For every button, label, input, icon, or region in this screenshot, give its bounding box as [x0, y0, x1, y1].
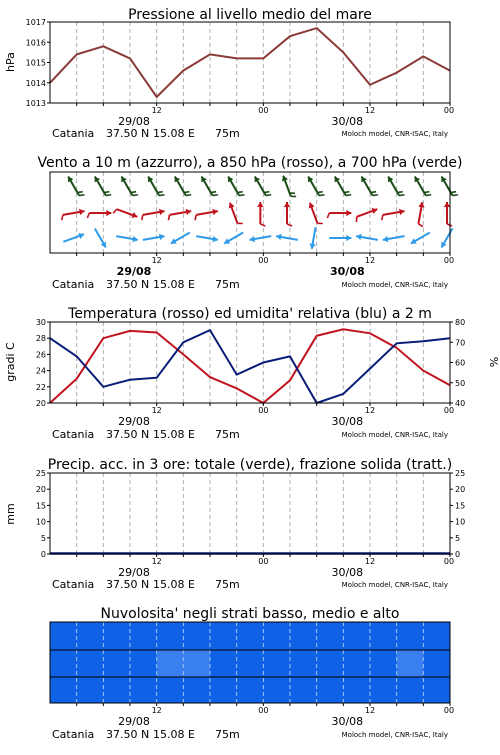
precipitation-location-line: [52, 578, 448, 591]
pressure-y-ticks: [26, 18, 50, 108]
cloud-cell: [103, 677, 130, 703]
y-tick-label: 5: [41, 534, 46, 543]
wind-850-barb: [229, 203, 243, 224]
date-label: 29/08: [118, 115, 150, 128]
x-tick-label: 12: [152, 406, 162, 415]
barb-feather: [317, 192, 322, 193]
barb-feather: [186, 195, 191, 196]
location-lon: 15.08 E: [153, 578, 195, 591]
cloud-x-ticks: [77, 703, 454, 728]
precipitation-y2-ticks: [450, 469, 465, 559]
barb-feather: [79, 195, 84, 196]
cloud-cell: [103, 650, 130, 677]
cloud-cell: [157, 650, 184, 677]
cloud-cell: [183, 677, 210, 703]
cloud-cell: [370, 650, 397, 677]
barb-feather: [104, 192, 109, 193]
barb-feather: [426, 195, 431, 196]
x-tick-label: 00: [258, 106, 268, 115]
x-tick-label: 12: [152, 557, 162, 566]
temperature-x-ticks: [77, 403, 454, 428]
wind-10m-barb: [143, 234, 165, 240]
wind-850-barb: [284, 202, 292, 226]
barb-feather: [397, 192, 402, 193]
cloud-cell: [423, 677, 450, 703]
location-elevation: 75m: [215, 578, 240, 591]
cloud-cell: [210, 677, 237, 703]
y-tick-label: 0: [455, 550, 460, 559]
temperature-panel: [4, 306, 500, 441]
barb-feather: [168, 215, 169, 220]
date-label: 29/08: [118, 715, 150, 728]
barb-feather: [237, 192, 242, 193]
cloud-cell: [263, 650, 290, 677]
model-credit: Moloch model, CNR-ISAC, Italy: [342, 431, 448, 439]
cloud-cell: [130, 677, 157, 703]
barb-feather: [260, 224, 265, 226]
wind-850-barb: [113, 209, 137, 218]
temperature-ylabel: gradi C: [4, 342, 17, 382]
cloud-cell: [343, 677, 370, 703]
date-label: 29/08: [117, 265, 152, 278]
x-tick-label: 00: [258, 706, 268, 715]
pressure-frame: [50, 22, 450, 103]
x-tick-label: 00: [444, 106, 454, 115]
cloud-cell: [130, 650, 157, 677]
y-tick-label: 50: [455, 379, 465, 388]
y-tick-label: 28: [36, 334, 46, 343]
pressure-panel: [4, 7, 454, 140]
pressure-x-ticks: [77, 103, 454, 128]
cloud-cell: [103, 622, 130, 650]
x-tick-label: 00: [258, 256, 268, 265]
x-tick-label: 00: [444, 706, 454, 715]
cloud-cell: [50, 677, 77, 703]
barb-feather: [77, 192, 82, 193]
location-name: Catania: [52, 127, 94, 140]
cloud-cell: [343, 650, 370, 677]
wind-panel: [37, 155, 462, 291]
wind-10m-barb: [196, 236, 218, 242]
cloud-cell: [317, 622, 344, 650]
precipitation-panel: [4, 457, 465, 591]
cloud-cell: [397, 677, 424, 703]
wind-850-barb: [309, 203, 323, 224]
cloud-title: Nuvolosita' negli strati basso, medio e alto: [101, 606, 400, 622]
barb-head: [106, 210, 111, 216]
wind-10m-barb: [411, 233, 430, 244]
y-tick-label: 25: [36, 469, 46, 478]
wind-10m-barb: [224, 233, 243, 244]
wind-850-barb: [195, 209, 218, 220]
precipitation-ylabel: mm: [4, 503, 17, 524]
cloud-cell: [183, 622, 210, 650]
location-lat: 37.50 N: [106, 728, 149, 741]
x-tick-label: 12: [365, 406, 375, 415]
cloud-cell: [237, 650, 264, 677]
barb-feather: [451, 192, 456, 193]
wind-850-barb: [444, 202, 452, 226]
x-tick-label: 00: [258, 557, 268, 566]
wind-850-barb: [87, 210, 111, 218]
wind-10m-barb: [356, 234, 378, 240]
x-tick-label: 12: [365, 106, 375, 115]
y-tick-label: 30: [36, 318, 46, 327]
location-lon: 15.08 E: [153, 278, 195, 291]
wind-850-barb: [257, 202, 265, 226]
wind-10m-barb: [441, 228, 452, 247]
wind-700-barb: [282, 176, 296, 197]
barb-feather: [319, 195, 324, 196]
temperature-line: [50, 329, 450, 403]
location-lon: 15.08 E: [153, 428, 195, 441]
temperature-y-ticks: [36, 318, 50, 408]
model-credit: Moloch model, CNR-ISAC, Italy: [342, 130, 448, 138]
cloud-cell: [77, 650, 104, 677]
wind-10m-barb: [116, 236, 138, 242]
cloud-cell: [317, 650, 344, 677]
wind-10m-barb: [329, 235, 351, 241]
x-tick-label: 12: [365, 256, 375, 265]
pressure-ylabel: hPa: [4, 52, 17, 72]
wind-850-barb: [142, 209, 165, 220]
cloud-cell: [77, 677, 104, 703]
location-elevation: 75m: [215, 428, 240, 441]
date-label: 29/08: [118, 415, 150, 428]
wind-850-barb: [382, 209, 405, 220]
barb-feather: [266, 195, 271, 196]
pressure-grid: [77, 22, 424, 103]
x-tick-label: 12: [365, 706, 375, 715]
barb-feather: [131, 192, 136, 193]
y-tick-label: 70: [455, 338, 465, 347]
cloud-cell: [290, 650, 317, 677]
barb-feather: [184, 192, 189, 193]
x-tick-label: 12: [152, 706, 162, 715]
model-credit: Moloch model, CNR-ISAC, Italy: [342, 281, 448, 289]
location-lat: 37.50 N: [106, 578, 149, 591]
wind-barbs: [62, 176, 458, 249]
cloud-cell: [183, 650, 210, 677]
y-tick-label: 15: [455, 501, 465, 510]
wind-10m-barb: [276, 234, 298, 240]
y-tick-label: 40: [455, 399, 465, 408]
location-elevation: 75m: [215, 278, 240, 291]
location-elevation: 75m: [215, 728, 240, 741]
x-tick-label: 00: [444, 557, 454, 566]
x-tick-label: 12: [152, 256, 162, 265]
y-tick-label: 1015: [26, 59, 46, 68]
precipitation-grid: [77, 473, 424, 554]
x-tick-label: 12: [152, 106, 162, 115]
cloud-cell: [290, 677, 317, 703]
barb-feather: [133, 195, 138, 196]
wind-850-barb: [168, 209, 191, 220]
y-tick-label: 22: [36, 383, 46, 392]
wind-location-line: [52, 278, 448, 291]
cloud-cell: [290, 622, 317, 650]
x-tick-label: 00: [444, 406, 454, 415]
cloud-cell: [343, 622, 370, 650]
y-tick-label: 0: [41, 550, 46, 559]
barb-feather: [453, 195, 458, 196]
barb-feather: [373, 195, 378, 196]
cloud-cell: [237, 622, 264, 650]
barb-feather: [287, 224, 292, 226]
x-tick-label: 12: [365, 557, 375, 566]
barb-feather: [424, 192, 429, 193]
barb-feather: [327, 213, 329, 218]
y-tick-label: 20: [455, 485, 465, 494]
location-lat: 37.50 N: [106, 127, 149, 140]
cloud-cells: [50, 622, 451, 703]
barb-feather: [213, 195, 218, 196]
pressure-location-line: [52, 127, 448, 140]
barb-feather: [87, 213, 89, 218]
temperature-location-line: [52, 428, 448, 441]
cloud-cell: [130, 622, 157, 650]
barb-feather: [382, 215, 383, 220]
humidity-line: [50, 330, 450, 403]
date-label: 30/08: [331, 115, 363, 128]
cloud-cell: [317, 677, 344, 703]
y-tick-label: 1013: [26, 99, 46, 108]
barb-feather: [159, 195, 164, 196]
cloud-cell: [157, 677, 184, 703]
barb-feather: [211, 192, 216, 193]
cloud-panel: [50, 606, 454, 741]
precipitation-x-ticks: [77, 554, 454, 579]
cloud-cell: [237, 677, 264, 703]
barb-feather: [195, 215, 196, 220]
wind-10m-barb: [383, 236, 405, 242]
pressure-title: Pressione al livello medio del mare: [128, 7, 372, 23]
date-label: 30/08: [330, 265, 365, 278]
wind-10m-barb: [250, 236, 272, 242]
pressure-series: [50, 28, 450, 97]
precipitation-frame: [50, 473, 450, 554]
barb-head: [257, 202, 263, 207]
model-credit: Moloch model, CNR-ISAC, Italy: [342, 581, 448, 589]
x-tick-label: 00: [444, 256, 454, 265]
barb-feather: [264, 192, 269, 193]
y-tick-label: 1016: [26, 38, 46, 47]
wind-grid: [77, 172, 424, 253]
barb-head: [284, 202, 290, 207]
cloud-cell: [210, 622, 237, 650]
barb-feather: [157, 192, 162, 193]
barb-feather: [113, 209, 117, 213]
wind-850-barb: [327, 210, 351, 218]
cloud-cell: [50, 650, 77, 677]
wind-10m-barb: [309, 227, 315, 249]
humidity-ylabel: %: [487, 357, 500, 367]
barb-feather: [399, 195, 404, 196]
cloud-cell: [263, 622, 290, 650]
y-tick-label: 10: [36, 518, 46, 527]
location-name: Catania: [52, 278, 94, 291]
humidity-y-ticks: [450, 318, 465, 408]
cloud-cell: [397, 622, 424, 650]
y-tick-label: 1014: [26, 79, 46, 88]
y-tick-label: 15: [36, 501, 46, 510]
barb-head: [444, 202, 450, 207]
wind-10m-barb: [63, 233, 84, 242]
precipitation-y-ticks: [36, 469, 50, 559]
pressure-line: [50, 28, 450, 97]
cloud-cell: [157, 622, 184, 650]
cloud-location-line: [52, 728, 448, 741]
precipitation-title: Precip. acc. in 3 ore: totale (verde), frazione solida (tratt.): [48, 457, 452, 473]
date-label: 30/08: [331, 415, 363, 428]
location-lon: 15.08 E: [153, 127, 195, 140]
cloud-cell: [77, 622, 104, 650]
location-elevation: 75m: [215, 127, 240, 140]
barb-feather: [344, 192, 349, 193]
temperature-title: Temperatura (rosso) ed umidita' relativa (blu) a 2 m: [67, 306, 432, 322]
y-tick-label: 24: [36, 367, 46, 376]
barb-head: [346, 210, 351, 216]
location-name: Catania: [52, 728, 94, 741]
cloud-cell: [397, 650, 424, 677]
barb-feather: [239, 195, 244, 196]
wind-title: Vento a 10 m (azzurro), a 850 hPa (rosso), a 700 hPa (verde): [37, 155, 462, 171]
y-tick-label: 1017: [26, 18, 46, 27]
wind-x-ticks: [77, 253, 454, 278]
cloud-cell: [50, 622, 77, 650]
barb-feather: [62, 215, 63, 220]
temperature-frame: [50, 322, 450, 403]
y-tick-label: 10: [455, 518, 465, 527]
date-label: 30/08: [331, 715, 363, 728]
cloud-cell: [370, 677, 397, 703]
wind-850-barb: [356, 208, 377, 222]
location-lat: 37.50 N: [106, 428, 149, 441]
cloud-cell: [423, 622, 450, 650]
barb-feather: [106, 195, 111, 196]
wind-850-barb: [62, 209, 85, 220]
location-name: Catania: [52, 578, 94, 591]
date-label: 29/08: [118, 566, 150, 579]
temperature-humidity-series: [50, 329, 450, 403]
y-tick-label: 25: [455, 469, 465, 478]
cloud-cell: [423, 650, 450, 677]
barb-feather: [142, 215, 143, 220]
location-name: Catania: [52, 428, 94, 441]
y-tick-label: 26: [36, 350, 46, 359]
y-tick-label: 60: [455, 359, 465, 368]
y-tick-label: 80: [455, 318, 465, 327]
barb-head: [346, 235, 351, 241]
barb-feather: [371, 192, 376, 193]
location-lat: 37.50 N: [106, 278, 149, 291]
cloud-cell: [263, 677, 290, 703]
cloud-cell: [210, 650, 237, 677]
y-tick-label: 20: [36, 399, 46, 408]
y-tick-label: 20: [36, 485, 46, 494]
model-credit: Moloch model, CNR-ISAC, Italy: [342, 731, 448, 739]
cloud-cell: [370, 622, 397, 650]
wind-10m-barb: [95, 228, 106, 247]
wind-10m-barb: [171, 233, 190, 244]
barb-feather: [346, 195, 351, 196]
barb-feather: [418, 224, 423, 227]
date-label: 30/08: [331, 566, 363, 579]
location-lon: 15.08 E: [153, 728, 195, 741]
y-tick-label: 5: [455, 534, 460, 543]
x-tick-label: 00: [258, 406, 268, 415]
